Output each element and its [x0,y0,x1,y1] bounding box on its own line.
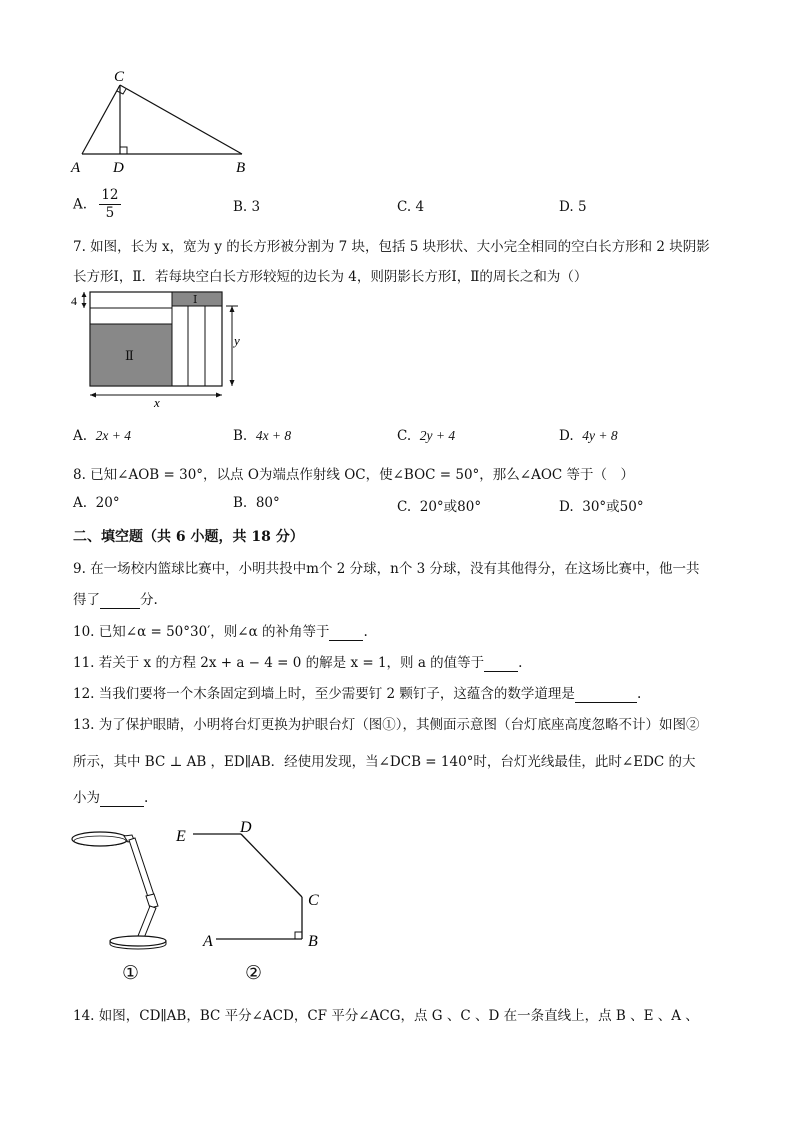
q8-option-d [559,495,644,515]
q7-option-b [233,428,291,444]
q6-option-a [73,187,121,222]
answer-blank[interactable] [100,592,140,609]
label-a: A [71,160,81,176]
rectangle-figure [66,286,256,410]
q7-line-2: 长方形Ⅰ，Ⅱ．若每块空白长方形较短的边长为 4，则阴影长方形Ⅰ，Ⅱ的周长之和为（） [73,269,588,285]
segment-dc [241,834,302,897]
label-c: C [308,892,319,909]
label-d: D [240,819,252,836]
q13-line-3 [73,786,148,807]
q13-text-pre: 小为 [73,790,100,806]
label-y: y [234,333,240,348]
segment-cb [120,85,242,154]
q11-line [73,651,522,672]
q7-option-d [559,428,618,444]
fraction [99,187,120,222]
q7-option-c [397,428,455,444]
answer-blank[interactable] [484,655,518,672]
desk-lamp-figure [66,826,176,956]
q6-option-b [233,199,260,215]
label-d: D [113,160,124,176]
q12-text-pre: 12. 当我们要将一个木条固定到墙上时，至少需要钉 2 颗钉子，这蕴含的数学道理是 [73,686,575,702]
option-key: C. [397,428,412,444]
triangle-figure [62,66,262,178]
option-key: D. [559,428,574,444]
q10-text-pre: 10. 已知∠α = 50°30′，则∠α 的补角等于 [73,624,330,640]
option-text: 5 [577,199,587,215]
label-e: E [176,828,186,845]
label-side-4: 4 [71,294,77,308]
q11-text-post: . [518,655,523,671]
answer-blank[interactable] [329,624,363,641]
answer-blank[interactable] [575,686,637,703]
segment-ac [82,85,120,154]
q9-line-1: 9. 在一场校内篮球比赛中，小明共投中m个 2 分球，n个 3 分球，没有其他得分，在这场比赛中，他一共 [73,561,700,577]
option-key: B. [233,428,248,444]
label-c: C [114,69,125,85]
option-key: A. [73,196,88,213]
option-key: A. [73,495,88,511]
fraction-denominator: 5 [105,205,115,221]
q13-text-post: . [144,790,149,806]
label-a: A [203,933,213,950]
q10-line [73,620,368,641]
q7-line-1: 7. 如图，长为 x，宽为 y 的长方形被分割为 7 块，包括 5 块形状、大小完全相同的空白长方形和 2 块阴影 [73,239,710,255]
q12-text-post: . [636,686,642,702]
figure-caption-1: ① [122,962,140,984]
right-angle-mark-b [295,932,302,939]
option-expr: 4y + 8 [582,428,618,443]
answer-blank[interactable] [100,790,144,807]
q8-text: 8. 已知∠AOB = 30°，以点 O为端点作射线 OC，使∠BOC = 50°，那么∠AOC 等于（ ） [73,467,635,483]
option-key: B. [233,199,248,215]
option-key: B. [233,495,248,511]
label-b: B [308,933,318,950]
q12-line [73,682,641,703]
option-key: D. [559,199,574,215]
q8-option-b [233,495,280,511]
option-expr: 4x + 8 [255,428,292,443]
option-key: C. [397,199,412,215]
fraction-numerator: 12 [101,187,119,203]
label-b: B [236,160,246,176]
right-angle-mark-d [120,147,127,154]
option-text: 3 [251,199,261,215]
q8-option-c [397,495,481,515]
q9-text-pre: 得了 [73,592,100,608]
option-expr: 2x + 4 [95,428,131,443]
section-title: 二、填空题（共 6 小题，共 18 分） [73,529,304,545]
q8-option-a [73,495,120,511]
q9-text-post: 分. [140,592,158,608]
q13-line-1: 13. 为了保护眼睛，小明将台灯更换为护眼台灯（图①），其侧面示意图（台灯底座高度忽略不计）如图② [73,717,700,733]
figure-caption-2: ② [245,962,263,984]
lamp-base [110,936,166,946]
option-expr: 2y + 4 [419,428,456,443]
q14-text: 14. 如图，CD∥AB，BC 平分∠ACD，CF 平分∠ACG，点 G 、C 、D 在一条直线上，点 B 、E 、A 、 [73,1008,699,1024]
option-text: 20° [95,495,120,511]
lamp-upper-arm [129,838,155,900]
option-text: 20°或80° [419,499,482,515]
q13-line-2: 所示，其中 BC ⊥ AB ，ED∥AB．经使用发现，当∠DCB = 140°时，台灯光线最佳，此时∠EDC 的大 [73,754,696,770]
option-key: C. [397,499,412,515]
q6-option-c [397,199,424,215]
label-ii: Ⅱ [125,348,134,363]
label-x: x [154,395,160,410]
q9-line-2 [73,588,158,609]
option-text: 4 [415,199,425,215]
lamp-schematic-figure [170,815,340,955]
q7-option-a [73,428,131,444]
option-key: A. [73,428,88,444]
option-text: 30°或50° [582,499,644,515]
q10-text-post: . [363,624,368,640]
label-i: Ⅰ [193,294,198,306]
lamp-lower-arm [138,906,156,938]
q11-text-pre: 11. 若关于 x 的方程 2x + a − 4 = 0 的解是 x = 1，则 a 的值等于 [73,655,485,671]
option-text: 80° [255,495,280,511]
q6-option-d [559,199,587,215]
option-key: D. [559,499,574,515]
right-angle-mark-c [117,89,126,94]
